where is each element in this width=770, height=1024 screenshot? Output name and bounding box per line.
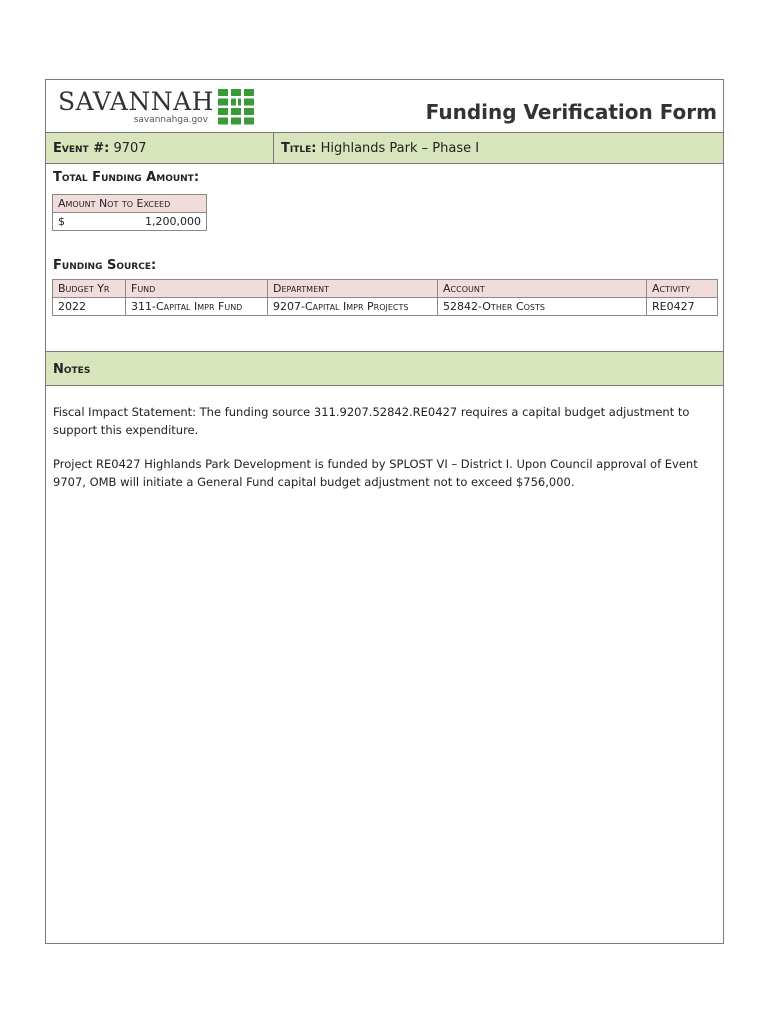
cell-account: 52842-Other Costs [438, 298, 647, 316]
amount-value: 1,200,000 [145, 215, 201, 228]
event-number-label: Event #: [53, 141, 110, 156]
column-header-account: Account [438, 280, 647, 298]
savannah-logo [58, 87, 258, 127]
column-header-fund: Fund [126, 280, 268, 298]
event-title-cell [274, 133, 723, 163]
notes-paragraph-project: Project RE0427 Highlands Park Development is funded by SPLOST VI – District I. Upon Council approval of Event 9707, OMB will initiate a General Fund capital budget adjustment not to exceed $756,000. [53, 457, 698, 489]
form-header [46, 80, 723, 132]
notes-heading: Notes [53, 362, 91, 377]
amount-currency: $ [58, 215, 65, 228]
logo-wordmark: SAVANNAH [58, 87, 214, 116]
event-title-value: Highlands Park – Phase I [320, 141, 480, 156]
savannah-squares-icon [218, 89, 254, 125]
cell-budget-yr: 2022 [53, 298, 126, 316]
table-row [53, 298, 718, 316]
cell-fund: 311-Capital Impr Fund [126, 298, 268, 316]
total-funding-heading: Total Funding Amount: [53, 170, 200, 185]
funding-verification-form [45, 79, 724, 944]
cell-activity: RE0427 [647, 298, 718, 316]
cell-department: 9207-Capital Impr Projects [268, 298, 438, 316]
amount-cell [53, 213, 207, 231]
form-title: Funding Verification Form [425, 100, 717, 124]
event-row [46, 132, 723, 164]
column-header-activity: Activity [647, 280, 718, 298]
funding-source-table [52, 279, 718, 316]
funding-source-header-row [53, 280, 718, 298]
column-header-department: Department [268, 280, 438, 298]
notes-body [53, 403, 716, 507]
notes-band [46, 351, 723, 386]
notes-paragraph-fiscal-impact: Fiscal Impact Statement: The funding source 311.9207.52842.RE0427 requires a capital budget adjustment to support this expenditure. [53, 405, 690, 437]
event-title-label: Title: [281, 141, 317, 156]
amount-table [52, 194, 207, 231]
event-number-cell [46, 133, 274, 163]
logo-url: savannahga.gov [133, 115, 208, 125]
amount-column-header: Amount Not to Exceed [53, 195, 207, 213]
event-number-value: 9707 [113, 141, 147, 156]
funding-source-heading: Funding Source: [53, 258, 157, 273]
column-header-budget-yr: Budget Yr [53, 280, 126, 298]
